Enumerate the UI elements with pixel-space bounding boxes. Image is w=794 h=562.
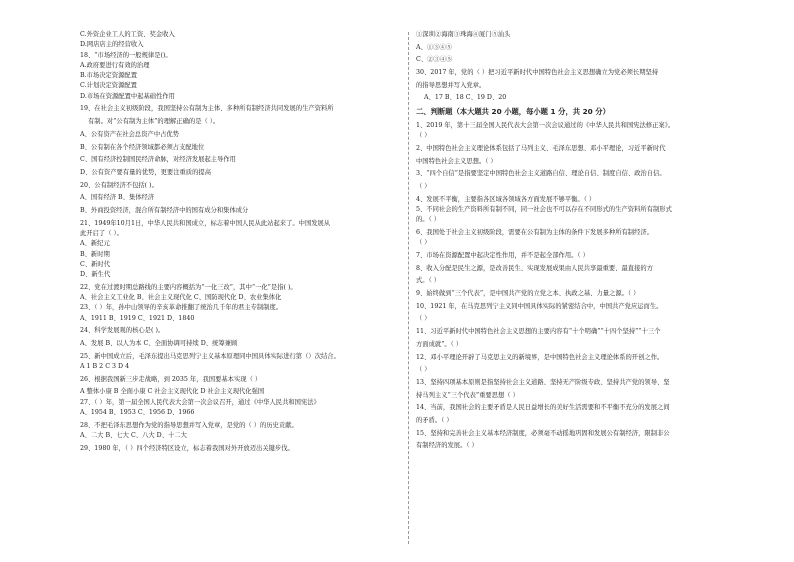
question-line: ①深圳②海南③珠海④厦门⑤汕头 [416, 31, 511, 38]
question-line: 14、当前，我国社会的主要矛盾是人民日益增长的美好生活需要和不平衡不充分的发展之间 [416, 404, 670, 412]
exam-sheet [58, 30, 748, 550]
left-column [80, 30, 408, 454]
question-line: 30、2017 年，党的（ ）把习近平新时代中国特色社会主义思想确立为党必须长期坚持 [416, 69, 659, 77]
question-line: 19、在社会主义初级阶段，我国坚持公有制为主体、多种所有制经济共同发展的生产资料所 [80, 105, 334, 113]
question-line: 中国特色社会主义思想。（ ） [416, 157, 497, 165]
question-line: A、新纪元 [80, 240, 110, 248]
question-line: 5、不同社会的生产资料所有制不同，同一社会也不可以存在不同形式的生产资料所有制形式 [416, 206, 672, 214]
question-line: A 1 B 2 C 3 D 4 [80, 363, 130, 371]
question-line: D、新生代 [80, 271, 111, 279]
question-line: 10、1921 年，在马克思列宁主义同中国具体实际的紧密结合中，中国共产党应运而生。 [416, 302, 663, 310]
question-line: C.外资企业工人的工资、奖金收入 [80, 31, 175, 38]
question-line: B、公有制在各个经济领域都必须占支配地位 [80, 143, 205, 151]
question-line: 7、市场在资源配置中起决定性作用，并不是起全部作用。（ ） [416, 252, 589, 260]
question-line: C.计划决定资源配置 [80, 82, 137, 90]
question-line: C、国有经济控制国民经济命脉，对经济发展起主导作用 [80, 156, 236, 164]
question-line: B、外商投资经济，混合所有制经济中的国有成分和集体成分 [80, 206, 249, 214]
question-line: 的。（ ） [416, 216, 441, 224]
column-divider [408, 32, 409, 544]
question-line: 9、始终做到“三个代表”，是中国共产党的立党之本、执政之基、力量之源。（ ） [416, 290, 640, 298]
question-line: 6、我国处于社会主义初级阶段，需要在公有制为主体的条件下发展多种所有制经济。 [416, 229, 653, 237]
question-line: D.网店店主的经营收入 [80, 41, 144, 49]
question-line: 的指导思想并写入党章。 [416, 81, 486, 89]
question-line: B、新时期 [80, 250, 110, 258]
question-line: D、公有资产要有量的优势，更要注重质的提高 [80, 168, 211, 176]
question-line: 23、（ ）年，孙中山领导的辛亥革命推翻了统治几千年的君主专制制度。 [80, 304, 283, 312]
question-line: 有制经济的发展。（ ） [416, 442, 478, 450]
question-line: 15、坚持和完善社会主义基本经济制度，必须毫不动摇地巩固和发展公有制经济，限制非公 [416, 429, 670, 437]
question-line: （ ） [416, 239, 431, 247]
question-line: A.政府要进行有效的治理 [80, 61, 150, 69]
question-line: 4、发展不平衡，主要指各区域各领域各方面发展不够平衡。（ ） [416, 195, 596, 203]
question-line: 有制。对“公有制为主体”的理解正确的是（ ）。 [88, 118, 220, 126]
question-line: A、①③④⑤ [416, 43, 453, 51]
question-line: 25、新中国成立后，毛泽东提出马克思列宁主义基本原理同中国具体实际进行第（）次结合。 [80, 352, 340, 360]
question-line: A、二大 B、七大 C、八大 D、十二大 [80, 432, 187, 440]
question-line: 27、（ ）年，第一届全国人民代表大会第一次会议召开，通过《中华人民共和国宪法》 [80, 398, 320, 406]
question-line: 3、“四个自信”是指要坚定中国特色社会主义道路自信、理论自信、制度自信、政治自信。 [416, 170, 666, 178]
question-line: 8、收入分配是民生之源，是改善民生、实现发展成果由人民共享最重要、最直接的方 [416, 264, 653, 272]
question-line: B.市场决定资源配置 [80, 72, 138, 80]
question-line: 28、不把毛泽东思想作为党的指导思想并写入党章，是党的（ ）的历史贡献。 [80, 421, 298, 429]
question-line: A、1954 B、1953 C、1956 D、1966 [80, 409, 195, 417]
question-line: 11、习近平新时代中国特色社会主义思想的主要内容有“十个明确”“十四个坚持”“十三个 [416, 328, 661, 336]
question-line: 1、2019 年，第十三届全国人民代表大会第一次会议通过的《中华人民共和国宪法修正案》。 [416, 122, 675, 130]
question-line: A、社会主义工业化 B、社会主义现代化 C、国防现代化 D、农业集体化 [80, 294, 282, 302]
question-line: A、国有经济 B、集体经济 [80, 194, 155, 202]
question-line: A、公有资产在社会总资产中占优势 [80, 130, 180, 138]
section-heading: 二、判断题（本大题共 20 小题，每小题 1 分，共 20 分） [416, 106, 610, 116]
question-line: 式。（ ） [416, 277, 441, 285]
question-line: 13、坚持四项基本原则是指坚持社会主义道路、坚持无产阶级专政、坚持共产党的领导、坚 [416, 378, 670, 386]
question-line: （ ） [416, 183, 431, 191]
question-line: D.市场在资源配置中起基础性作用 [80, 92, 175, 100]
question-line: 12、邓小平理论开辟了马克思主义的新境界，是中国特色社会主义理论体系的开创之作。 [416, 353, 664, 361]
question-line: （ ） [416, 315, 431, 323]
question-line: （ ） [416, 132, 431, 140]
question-line: 20、公有制经济不包括( )。 [80, 181, 158, 189]
question-line: （ ） [416, 366, 431, 374]
question-line: 29、1980 年，（ ）四个经济特区设立，标志着我国对外开放迈出关键步伐。 [80, 444, 294, 452]
question-line: C、新时代 [80, 260, 111, 268]
right-column [416, 30, 746, 452]
question-line: 方面成就”。（ ） [416, 340, 463, 348]
question-line: 24、科学发展观的核心是( )。 [80, 327, 165, 335]
question-line: 26、根据我国新三步走战略，到 2035 年，我国要基本实现（ ） [80, 375, 262, 383]
question-line: 2、中国特色社会主义理论体系包括了马列主义、毛泽东思想、邓小平理论，习近平新时代 [416, 145, 666, 153]
question-line: A、发展 B、以人为本 C、全面协调可持续 D、统筹兼顾 [80, 340, 238, 348]
question-line: 22、党在过渡时期总路线的主要内容概括为“一化三改”，其中“一化”是指( )。 [80, 283, 297, 291]
question-line: 21、1949年10月1日，中华人民共和国成立，标志着中国人民从此站起来了。中国发展从 [80, 219, 331, 227]
question-line: 的矛盾。（ ） [416, 416, 453, 424]
question-line: A、1911 B、1919 C、1921 D、1840 [80, 314, 195, 322]
question-line: 此开启了（ ）。 [80, 229, 123, 237]
question-line: C、②③④⑤ [416, 56, 453, 64]
question-line: A、17 B、18 C、19 D、20 [424, 94, 507, 102]
question-line: 18、“市场经济的一般规律是()。 [80, 51, 172, 59]
question-line: 持马列主义“三个代表”重要思想（ ） [416, 391, 519, 399]
question-line: A 整体小康 B 全面小康 C 社会主义现代化 D 社会主义现代化强国 [80, 388, 265, 396]
